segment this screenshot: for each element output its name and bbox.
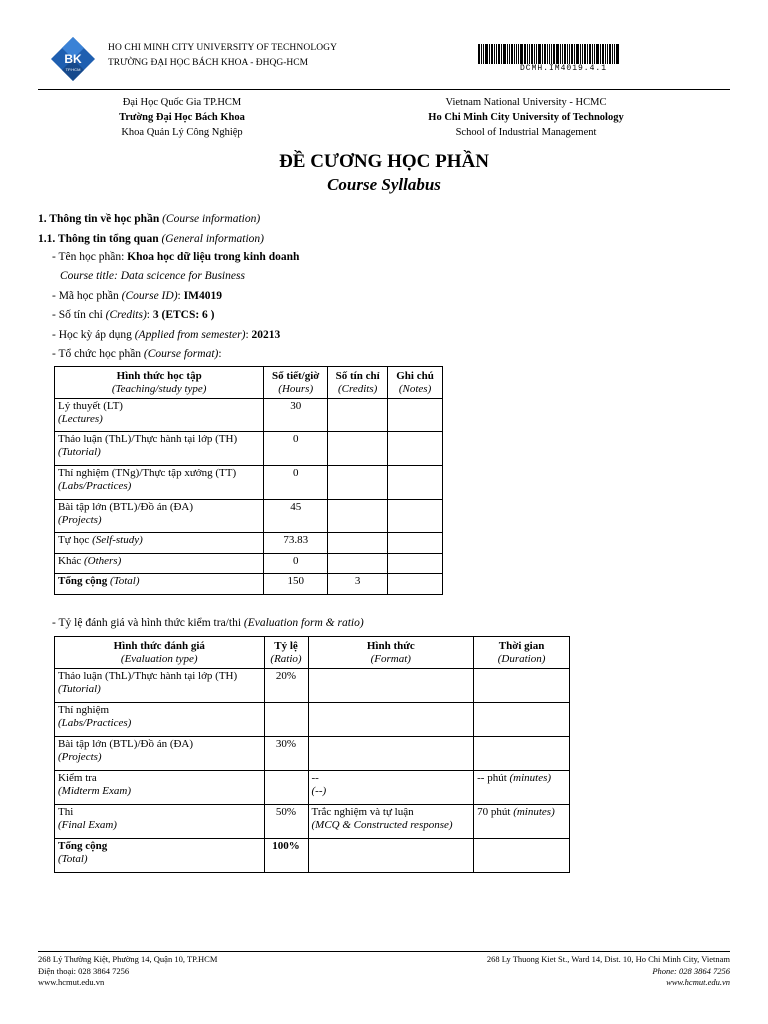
agency-right (410, 95, 642, 140)
evaluation-type-cell: Thí nghiệm (Labs/Practices) (55, 703, 265, 737)
duration-cell: 70 phút (minutes) (474, 805, 570, 839)
course-format-line (52, 348, 222, 360)
section-general-information (38, 233, 264, 245)
table-row (55, 805, 570, 839)
section-label: 1.1. Thông tin tổng quan (38, 233, 159, 245)
format-cell: -- (--) (308, 771, 474, 805)
footer-right (487, 954, 730, 989)
logo-text: BK (64, 52, 82, 66)
type-cell: Bài tập lớn (BTL)/Đồ án (ĐA) (Projects) (55, 500, 264, 533)
footer-website[interactable]: www.hcmut.edu.vn (38, 977, 105, 987)
semester-sep: : (245, 329, 252, 341)
header-cell: Tỷ lệ (Ratio) (264, 637, 308, 669)
credits-cell (328, 399, 388, 432)
course-name-label: - Tên học phần: (52, 251, 128, 263)
header-cell: Số tín chỉ (Credits) (328, 367, 388, 399)
header-cell: Thời gian (Duration) (474, 637, 570, 669)
header-cell: Ghi chú (Notes) (388, 367, 443, 399)
course-format-label-en: (Course format) (143, 348, 219, 360)
agency-right-line: School of Industrial Management (455, 127, 597, 138)
section-course-information (38, 213, 260, 225)
hours-cell: 73.83 (264, 533, 328, 554)
duration-cell (474, 737, 570, 771)
duration-cell (474, 669, 570, 703)
credits-cell (328, 500, 388, 533)
table-header-row (55, 637, 570, 669)
agency-right-line: Ho Chi Minh City University of Technology (428, 112, 624, 123)
footer-left (38, 954, 217, 989)
agency-right-line: Vietnam National University - HCMC (445, 97, 607, 108)
evaluation-label-en: (Evaluation form & ratio) (243, 617, 364, 629)
credits-line (52, 309, 215, 321)
notes-cell (388, 500, 443, 533)
document-code: DCMH.IM4019.4.1 (520, 64, 608, 73)
agency-left-line: Trường Đại Học Bách Khoa (119, 112, 245, 123)
course-id-value: IM4019 (183, 290, 222, 302)
footer-website-en[interactable]: www.hcmut.edu.vn (666, 977, 730, 987)
university-name-vn: TRƯỜNG ĐẠI HỌC BÁCH KHOA - ĐHQG-HCM (108, 58, 309, 68)
table-header-row (55, 367, 443, 399)
table-row (55, 554, 443, 574)
table-row (55, 399, 443, 432)
credits-value: 3 (ETCS: 6 ) (152, 309, 215, 321)
format-cell (308, 737, 474, 771)
duration-cell: -- phút (minutes) (474, 771, 570, 805)
credits-cell: 3 (328, 574, 388, 595)
footer-divider (38, 951, 730, 952)
type-cell: Tự học (Self-study) (55, 533, 264, 554)
duration-cell (474, 703, 570, 737)
hours-cell: 150 (264, 574, 328, 595)
type-cell: Thí nghiệm (TNg)/Thực tập xưởng (TT) (Labs/Practices) (55, 466, 264, 500)
table-total-row (55, 839, 570, 873)
semester-label-en: (Applied from semester) (134, 329, 246, 341)
credits-cell (328, 466, 388, 500)
evaluation-type-cell: Kiểm tra (Midterm Exam) (55, 771, 265, 805)
header-cell: Hình thức đánh giá (Evaluation type) (55, 637, 265, 669)
credits-label-en: (Credits) (105, 309, 147, 321)
ratio-cell: 50% (264, 805, 308, 839)
semester-line (52, 329, 280, 341)
notes-cell (388, 574, 443, 595)
table-row (55, 703, 570, 737)
evaluation-label (52, 617, 364, 629)
course-format-label: - Tổ chức học phần (52, 348, 144, 360)
course-id-sep: : (177, 290, 184, 302)
type-cell: Lý thuyết (LT) (Lectures) (55, 399, 264, 432)
course-format-table (54, 366, 443, 595)
course-id-label: - Mã học phần (52, 290, 122, 302)
semester-label: - Học kỳ áp dụng (52, 329, 135, 341)
table-total-row (55, 574, 443, 595)
credits-cell (328, 554, 388, 574)
agency-left-line: Khoa Quản Lý Công Nghiệp (121, 127, 243, 138)
evaluation-label-vn: - Tỷ lệ đánh giá và hình thức kiểm tra/thi (52, 617, 244, 629)
type-cell: Thảo luận (ThL)/Thực hành tại lớp (TH) (Tutorial) (55, 432, 264, 466)
hours-cell: 0 (264, 554, 328, 574)
credits-label: - Số tín chỉ (52, 309, 106, 321)
table-row (55, 533, 443, 554)
table-row (55, 737, 570, 771)
ratio-cell: 30% (264, 737, 308, 771)
table-row (55, 432, 443, 466)
course-name-value: Khoa học dữ liệu trong kinh doanh (127, 251, 300, 263)
hours-cell: 45 (264, 500, 328, 533)
notes-cell (388, 466, 443, 500)
format-cell (308, 703, 474, 737)
evaluation-type-cell: Bài tập lớn (BTL)/Đồ án (ĐA) (Projects) (55, 737, 265, 771)
university-logo (50, 36, 96, 82)
table-row (55, 466, 443, 500)
notes-cell (388, 554, 443, 574)
logo-subtext: TP.HCM (65, 67, 81, 72)
notes-cell (388, 432, 443, 466)
header-cell: Số tiết/giờ (Hours) (264, 367, 328, 399)
agency-left-line: Đại Học Quốc Gia TP.HCM (122, 97, 242, 108)
course-format-sep: : (218, 348, 222, 360)
course-id-line (52, 290, 222, 302)
course-name-line (52, 251, 299, 263)
university-name-en: HO CHI MINH CITY UNIVERSITY OF TECHNOLOGY (108, 43, 338, 53)
format-cell (308, 839, 474, 873)
credits-cell (328, 533, 388, 554)
course-title-en: Course title: Data scicence for Business (60, 270, 245, 282)
credits-sep: : (146, 309, 153, 321)
table-row (55, 771, 570, 805)
table-row (55, 669, 570, 703)
type-cell: Khác (Others) (55, 554, 264, 574)
duration-cell (474, 839, 570, 873)
ratio-cell (264, 703, 308, 737)
format-cell: Trắc nghiệm và tự luận (MCQ & Constructed response) (308, 805, 474, 839)
hours-cell: 30 (264, 399, 328, 432)
notes-cell (388, 399, 443, 432)
course-id-label-en: (Course ID) (121, 290, 178, 302)
ratio-cell (264, 771, 308, 805)
header-divider (38, 89, 730, 90)
footer-phone-vn: Điện thoại: 028 3864 7256 (38, 965, 130, 976)
ratio-cell: 20% (264, 669, 308, 703)
document-title-en: Course Syllabus (327, 175, 441, 194)
hours-cell: 0 (264, 466, 328, 500)
type-cell: Tổng cộng (Total) (55, 574, 264, 595)
format-cell (308, 669, 474, 703)
header-cell: Hình thức (Format) (308, 637, 474, 669)
ratio-cell: 100% (264, 839, 308, 873)
document-title-vn: ĐỀ CƯƠNG HỌC PHẦN (279, 151, 489, 172)
evaluation-type-cell: Tổng cộng (Total) (55, 839, 265, 873)
section-label-en: (General information) (161, 233, 264, 245)
section-label-en: (Course information) (162, 213, 261, 225)
footer-phone-en: Phone: 028 3864 7256 (652, 965, 730, 976)
footer-address-vn: 268 Lý Thường Kiệt, Phường 14, Quận 10, TP.HCM (38, 954, 218, 964)
credits-cell (328, 432, 388, 466)
barcode (478, 44, 633, 64)
evaluation-table (54, 636, 570, 873)
evaluation-type-cell: Thảo luận (ThL)/Thực hành tại lớp (TH) (Tutorial) (55, 669, 265, 703)
hours-cell: 0 (264, 432, 328, 466)
agency-left (97, 95, 267, 140)
section-label: 1. Thông tin về học phần (38, 213, 160, 225)
footer-address-en: 268 Ly Thuong Kiet St., Ward 14, Dist. 10, Ho Chi Minh City, Vietnam (486, 954, 730, 964)
notes-cell (388, 533, 443, 554)
table-row (55, 500, 443, 533)
header-cell: Hình thức học tập (Teaching/study type) (55, 367, 264, 399)
evaluation-type-cell: Thi (Final Exam) (55, 805, 265, 839)
semester-value: 20213 (251, 329, 281, 341)
